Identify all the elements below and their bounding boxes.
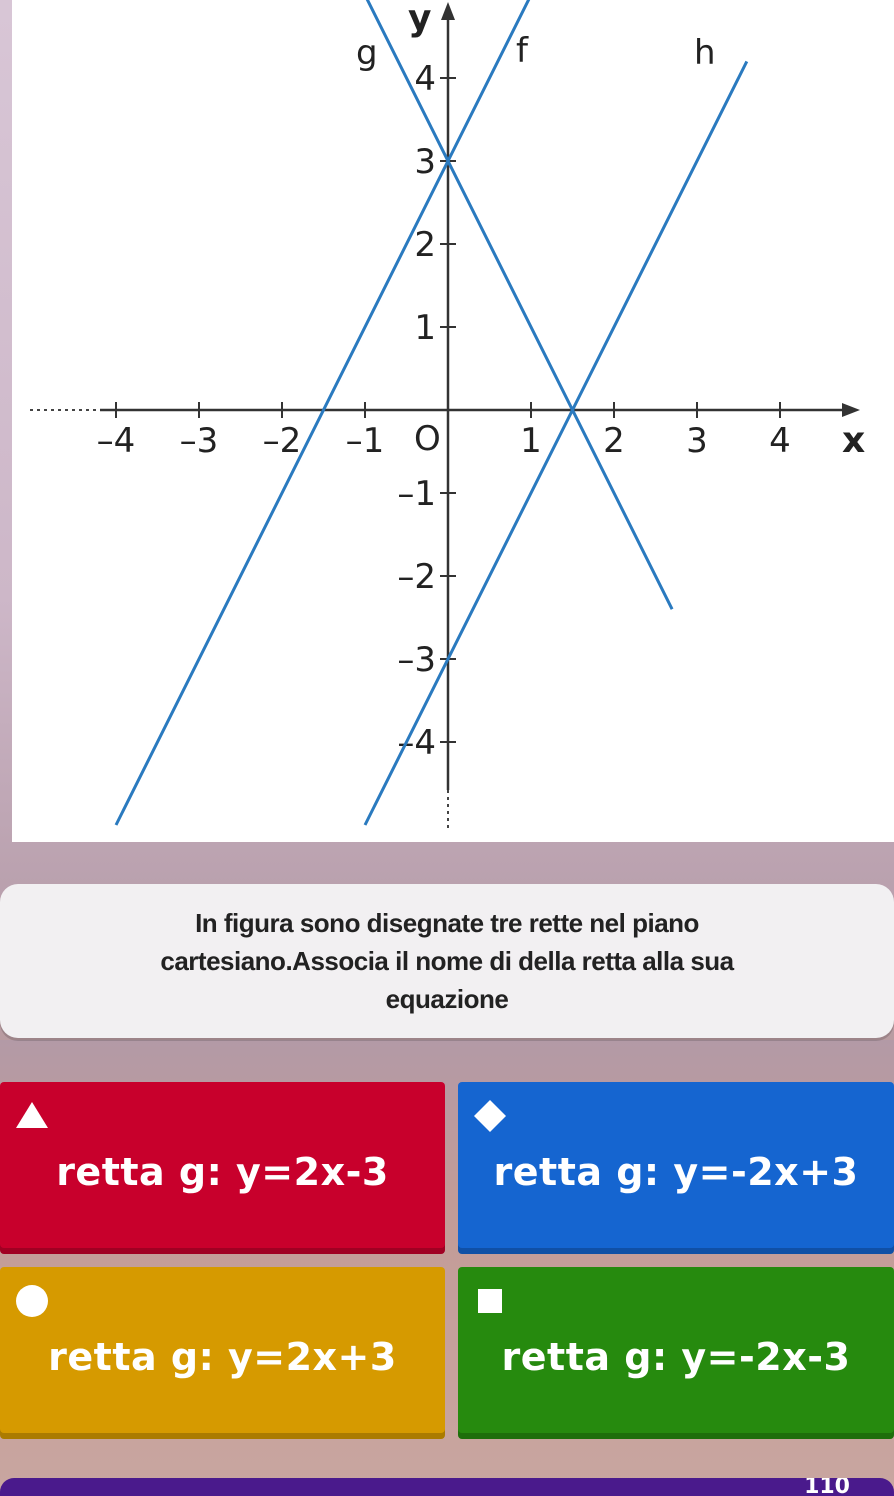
answer-label: retta g: y=-2x+3 bbox=[493, 1150, 859, 1194]
x-tick-label: 1 bbox=[520, 421, 542, 461]
question-text: In figura sono disegnate tre rette nel piano cartesiano.Associa il nome di della retta alla sua equazione bbox=[160, 908, 734, 1014]
question-counter: 110 bbox=[804, 1478, 850, 1496]
bottom-bar bbox=[0, 1478, 894, 1496]
origin-label: O bbox=[414, 419, 441, 459]
y-tick-label: –4 bbox=[397, 723, 436, 763]
line-label-f: f bbox=[516, 31, 528, 71]
line-label-g: g bbox=[356, 33, 378, 73]
circle-icon bbox=[14, 1283, 50, 1319]
graph-image bbox=[12, 0, 894, 842]
y-tick-label: 3 bbox=[414, 142, 436, 182]
series-lines bbox=[116, 0, 747, 825]
x-axis-arrow-icon bbox=[842, 403, 860, 417]
answer-option-square[interactable] bbox=[458, 1267, 894, 1439]
y-axis-label: y bbox=[408, 0, 432, 39]
y-tick-label: –3 bbox=[397, 640, 436, 680]
series-line-f bbox=[116, 0, 539, 825]
x-tick-label: –4 bbox=[96, 421, 136, 461]
y-tick-label: 2 bbox=[414, 225, 436, 265]
answer-label: retta g: y=2x-3 bbox=[56, 1150, 389, 1194]
square-icon bbox=[472, 1283, 508, 1319]
answer-option-circle[interactable] bbox=[0, 1267, 445, 1439]
x-tick-label: –2 bbox=[262, 421, 302, 461]
x-tick-label: 4 bbox=[769, 421, 791, 461]
y-axis-arrow-icon bbox=[441, 2, 455, 20]
x-tick-label: 3 bbox=[686, 421, 708, 461]
y-tick-label: –1 bbox=[397, 474, 436, 514]
x-tick-label: –3 bbox=[179, 421, 219, 461]
y-tick-label: 4 bbox=[414, 59, 436, 99]
question-card bbox=[0, 884, 894, 1038]
x-tick-label: –1 bbox=[345, 421, 385, 461]
x-axis-label: x bbox=[842, 420, 866, 461]
answer-option-triangle[interactable] bbox=[0, 1082, 445, 1254]
line-label-h: h bbox=[694, 33, 716, 73]
diamond-icon bbox=[472, 1098, 508, 1134]
y-tick-label: 1 bbox=[414, 308, 436, 348]
x-tick-label: 2 bbox=[603, 421, 625, 461]
triangle-icon bbox=[14, 1098, 50, 1134]
y-tick-label: –2 bbox=[397, 557, 436, 597]
answer-label: retta g: y=2x+3 bbox=[48, 1335, 397, 1379]
answer-label: retta g: y=-2x-3 bbox=[501, 1335, 851, 1379]
answer-option-diamond[interactable] bbox=[458, 1082, 894, 1254]
